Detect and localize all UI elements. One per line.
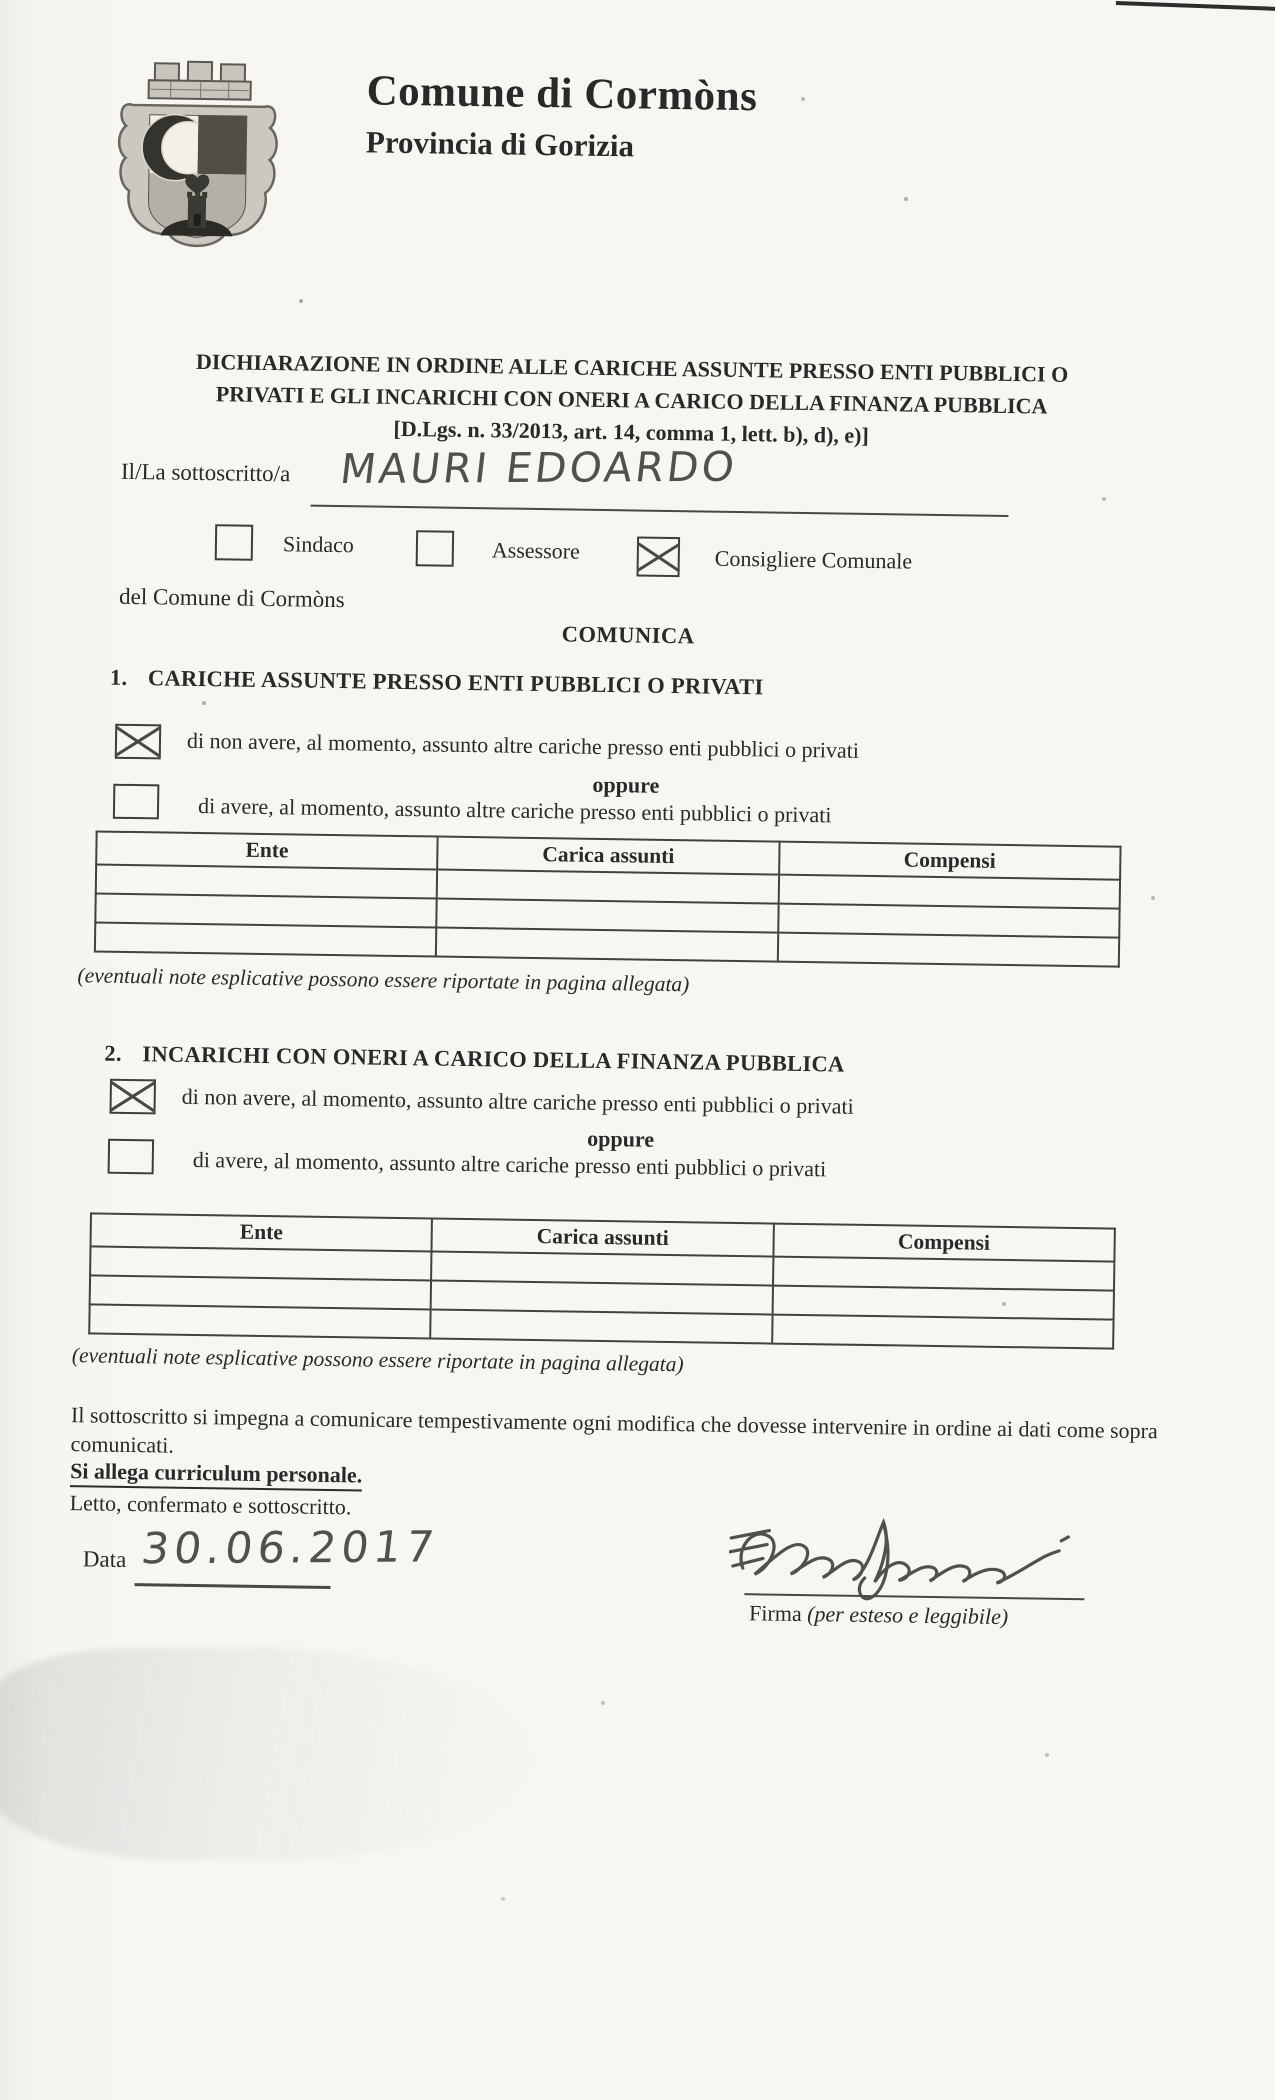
checkbox-consigliere-comunale[interactable]: [637, 536, 681, 577]
date-line[interactable]: [134, 1583, 330, 1589]
table-cell[interactable]: [89, 1304, 431, 1338]
section-2-option-negative-text: di non avere, al momento, assunto altre cariche presso enti pubblici o privati: [181, 1083, 854, 1119]
table-cell[interactable]: [95, 922, 437, 956]
municipality-line: del Comune di Cormòns: [118, 583, 345, 613]
declarant-name-handwritten[interactable]: MAURI EDOARDO: [337, 442, 740, 494]
section-2-number: 2.: [104, 1040, 123, 1066]
declarant-label: Il/La sottoscritto/a: [120, 458, 291, 487]
section-2-option-positive-text: di avere, al momento, assunto altre cariche presso enti pubblici o privati: [192, 1146, 827, 1182]
table-cell[interactable]: [436, 928, 778, 962]
title-line-2: PRIVATI E GLI INCARICHI CON ONERI A CARICO DELLA FINANZA PUBBLICA: [215, 381, 1048, 419]
checkbox-sindaco[interactable]: [215, 524, 254, 561]
section-1-oppure: oppure: [592, 771, 660, 798]
confirmation-statement: Letto, confermato e sottoscritto.: [69, 1490, 352, 1520]
column-header-carica: Carica assunti: [437, 837, 779, 875]
comunica-heading: COMUNICA: [561, 621, 695, 649]
section-1-number: 1.: [109, 664, 128, 690]
role-label-assessore: Assessore: [491, 537, 581, 564]
commitment-paragraph: Il sottoscritto si impegna a comunicare tempestivamente ogni modifica che dovesse intervenire in ordine ai dati come sopra comunicati.: [70, 1402, 1158, 1458]
column-header-compensi: Compensi: [773, 1224, 1115, 1262]
table-cell[interactable]: [772, 1315, 1114, 1349]
section-1-note: (eventuali note esplicative possono essere riportate in pagina allegata): [77, 963, 690, 997]
signature-note: (per esteso e leggibile): [807, 1601, 1009, 1630]
section-2-note: (eventuali note esplicative possono essere riportate in pagina allegata): [71, 1343, 684, 1377]
section-1-checkbox-has-positions[interactable]: [113, 784, 160, 820]
section-2-heading: [104, 1041, 845, 1078]
section-1-title: CARICHE ASSUNTE PRESSO ENTI PUBBLICI O PRIVATI: [147, 665, 764, 700]
section-2-checkbox-no-positions[interactable]: [109, 1079, 156, 1115]
province-name: Provincia di Gorizia: [365, 124, 635, 164]
municipality-name: Comune di Cormòns: [366, 67, 758, 121]
role-label-consigliere-comunale: Consigliere Comunale: [714, 545, 913, 574]
table-cell[interactable]: [431, 1309, 773, 1343]
attachment-statement: Si allega curriculum personale.: [70, 1458, 362, 1491]
checkbox-assessore[interactable]: [416, 530, 455, 567]
section-1-checkbox-no-positions[interactable]: [115, 724, 162, 760]
date-label: Data: [82, 1546, 127, 1573]
section-2-title: INCARICHI CON ONERI A CARICO DELLA FINANZA PUBBLICA: [142, 1041, 845, 1077]
signature-caption: [749, 1600, 1008, 1630]
section-1-option-negative-text: di non avere, al momento, assunto altre cariche presso enti pubblici o privati: [186, 727, 860, 763]
signature-label: Firma: [748, 1600, 802, 1627]
scan-artifact-top-right: [1116, 1, 1275, 11]
document-title: [83, 344, 1179, 456]
section-1-heading: [110, 665, 764, 701]
municipal-coat-of-arms-icon: [108, 53, 287, 268]
column-header-carica: Carica assunti: [432, 1219, 774, 1257]
scan-noise-specks: [0, 0, 2, 2]
section-2-oppure: oppure: [587, 1125, 655, 1152]
column-header-compensi: Compensi: [779, 842, 1121, 880]
title-line-1: DICHIARAZIONE IN ORDINE ALLE CARICHE ASSUNTE PRESSO ENTI PUBBLICI O: [195, 348, 1069, 387]
section-2-checkbox-has-positions[interactable]: [108, 1139, 155, 1175]
section-1-table: [94, 830, 1122, 967]
role-label-sindaco: Sindaco: [282, 531, 355, 558]
column-header-ente: Ente: [91, 1213, 433, 1251]
section-1-option-positive-text: di avere, al momento, assunto altre cariche presso enti pubblici o privati: [197, 792, 832, 828]
date-handwritten[interactable]: 30.06.2017: [138, 1522, 442, 1575]
section-2-table: [88, 1212, 1116, 1349]
signature-handwritten[interactable]: [728, 1510, 1081, 1607]
title-line-3: [D.Lgs. n. 33/2013, art. 14, comma 1, lett. b), d), e)]: [393, 415, 870, 448]
table-cell[interactable]: [777, 933, 1119, 967]
column-header-ente: Ente: [96, 831, 438, 869]
declarant-name-line[interactable]: [311, 505, 1009, 517]
